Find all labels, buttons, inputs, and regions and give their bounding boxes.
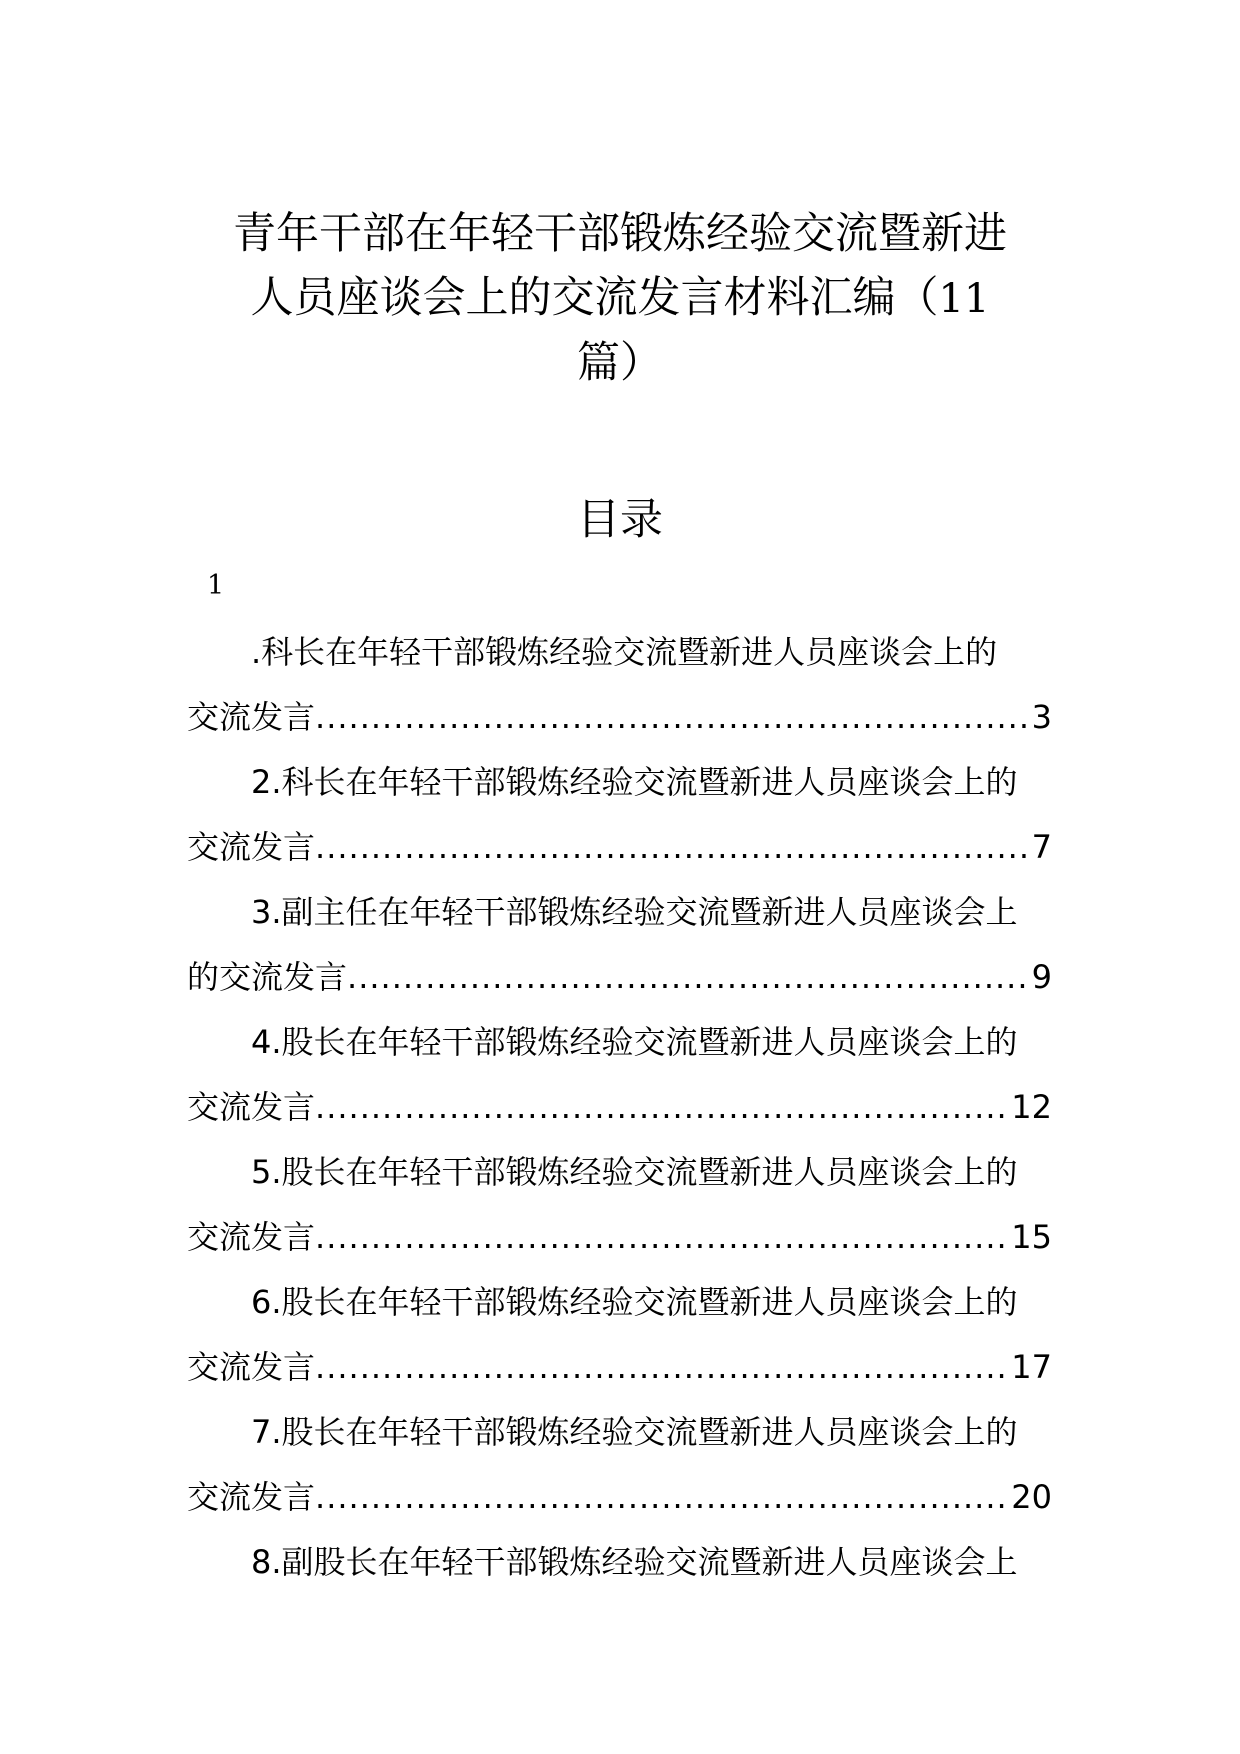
toc-heading: 目录: [577, 495, 663, 545]
toc-page-number: 3: [1031, 698, 1052, 736]
toc-entry-title-end: 交流发言: [187, 698, 316, 736]
toc-entry-title-end: 交流发言: [187, 1218, 316, 1256]
table-of-contents: [187, 620, 1052, 1595]
toc-entry[interactable]: [187, 1010, 1052, 1140]
toc-entry-title-end: 交流发言: [187, 1348, 316, 1386]
dot-leader: [315, 1465, 1009, 1530]
title-line-2-text: 人员座谈会上的交流发言材料汇编（: [250, 273, 939, 323]
toc-entry-continuation: [187, 1205, 1052, 1270]
toc-entry[interactable]: [187, 1270, 1052, 1400]
toc-entry-title-end: 交流发言: [187, 1478, 316, 1516]
toc-entry-continuation: [187, 945, 1052, 1010]
title-line-1: 青年干部在年轻干部锻炼经验交流暨新进: [233, 209, 1007, 259]
toc-entry-title: 2.科长在年轻干部锻炼经验交流暨新进人员座谈会上的: [251, 763, 1018, 801]
toc-entry-title: 3.副主任在年轻干部锻炼经验交流暨新进人员座谈会上: [251, 893, 1018, 931]
title-line-2-number: 11: [938, 276, 990, 322]
toc-entry-title: 8.副股长在年轻干部锻炼经验交流暨新进人员座谈会上: [251, 1543, 1018, 1581]
toc-entry-continuation: [187, 685, 1052, 750]
dot-leader: [315, 1335, 1009, 1400]
toc-entry-title: 6.股长在年轻干部锻炼经验交流暨新进人员座谈会上的: [251, 1283, 1018, 1321]
toc-entry[interactable]: [187, 1530, 1052, 1595]
toc-page-number: 9: [1031, 958, 1052, 996]
dot-leader: [315, 685, 1030, 750]
toc-page-number: 12: [1011, 1088, 1052, 1126]
title-line-2: [160, 266, 1080, 331]
toc-entry-continuation: [187, 1335, 1052, 1400]
toc-entry[interactable]: [187, 750, 1052, 880]
dot-leader: [315, 1075, 1009, 1140]
toc-entry-title-end: 的交流发言: [187, 958, 348, 996]
dot-leader: [315, 1205, 1009, 1270]
toc-entry[interactable]: [187, 1400, 1052, 1530]
toc-entry-continuation: [187, 1465, 1052, 1530]
toc-entry[interactable]: [187, 880, 1052, 1010]
toc-page-number: 20: [1011, 1478, 1052, 1516]
document-title: [160, 202, 1080, 395]
toc-entry-continuation: [187, 1075, 1052, 1140]
toc-entry-title: .科长在年轻干部锻炼经验交流暨新进人员座谈会上的: [251, 633, 998, 671]
toc-entry-title: 7.股长在年轻干部锻炼经验交流暨新进人员座谈会上的: [251, 1413, 1018, 1451]
toc-page-number: 15: [1011, 1218, 1052, 1256]
toc-entry-title-end: 交流发言: [187, 828, 316, 866]
dot-leader: [315, 815, 1030, 880]
toc-entry-title: 5.股长在年轻干部锻炼经验交流暨新进人员座谈会上的: [251, 1153, 1018, 1191]
toc-entry[interactable]: [187, 1140, 1052, 1270]
toc-entry-title: 4.股长在年轻干部锻炼经验交流暨新进人员座谈会上的: [251, 1023, 1018, 1061]
stray-number: 1: [207, 570, 225, 601]
toc-page-number: 7: [1031, 828, 1052, 866]
toc-page-number: 17: [1011, 1348, 1052, 1386]
toc-entry[interactable]: [187, 620, 1052, 750]
dot-leader: [347, 945, 1030, 1010]
toc-entry-continuation: [187, 815, 1052, 880]
title-line-3: 篇）: [577, 338, 663, 388]
toc-entry-title-end: 交流发言: [187, 1088, 316, 1126]
